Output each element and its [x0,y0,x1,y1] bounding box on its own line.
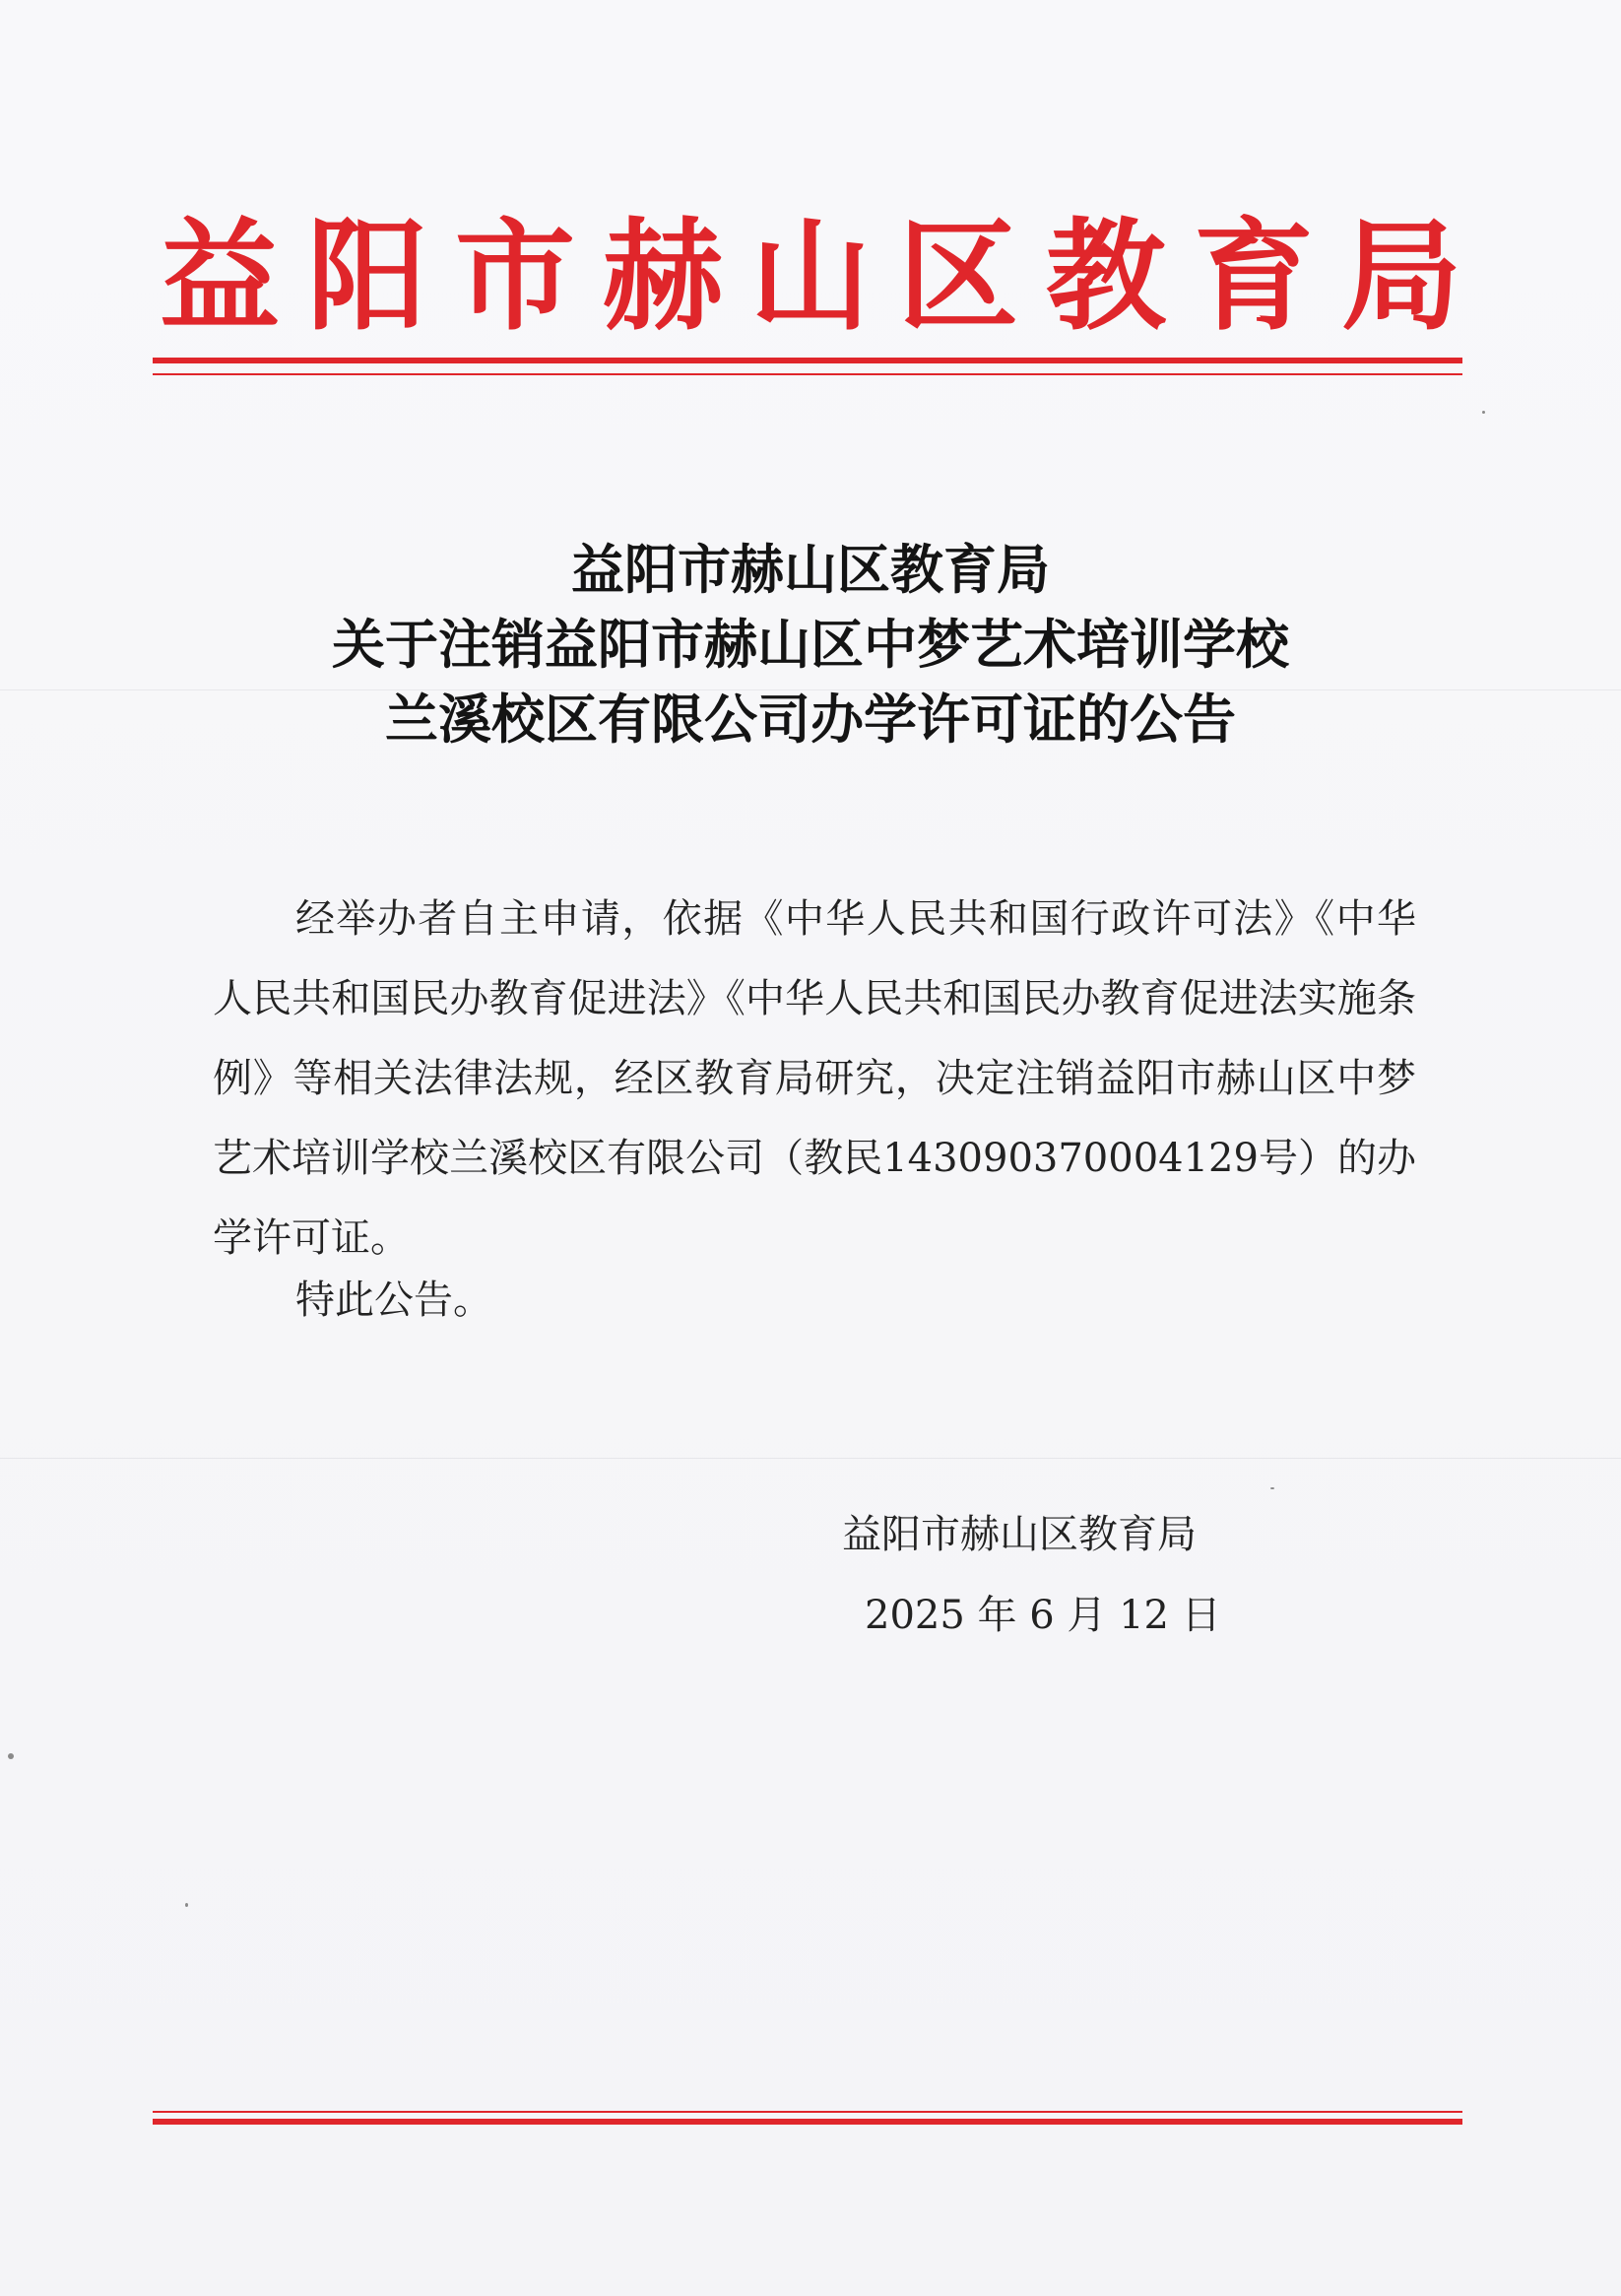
masthead-title: 益阳市赫山区教育局 [160,205,1489,347]
notice-paragraph: 经举办者自主申请，依据《中华人民共和国行政许可法》《中华人民共和国民办教育促进法》《中华人民共和国民办教育促进法实施条例》等相关法律法规，经区教育局研究，决定注销益阳市赫山区中梦艺术培训学校兰溪校区有限公司（教民143090370004129号）的办学许可证。 [213,896,1416,1261]
signing-organization: 益阳市赫山区教育局 [842,1512,1197,1557]
scan-speck [185,1903,188,1907]
notice-body [213,880,1416,1279]
notice-title-line-1: 益阳市赫山区教育局 [571,538,1050,601]
signing-date: 2025 年 6 月 12 日 [865,1593,1221,1638]
footer-rule-thick [153,2119,1462,2125]
scan-artifact-line [0,1458,1621,1459]
notice-title-line-3: 兰溪校区有限公司办学许可证的公告 [385,688,1236,751]
masthead-rule-thin [153,373,1462,375]
notice-title [0,532,1621,756]
notice-closing: 特此公告。 [295,1278,492,1323]
scan-speck [8,1753,14,1759]
scan-speck [1270,1487,1274,1489]
footer-rule-thin [153,2111,1462,2113]
scan-speck [1482,411,1485,414]
masthead-rule-thick [153,358,1462,363]
notice-title-line-2: 关于注销益阳市赫山区中梦艺术培训学校 [332,613,1289,676]
